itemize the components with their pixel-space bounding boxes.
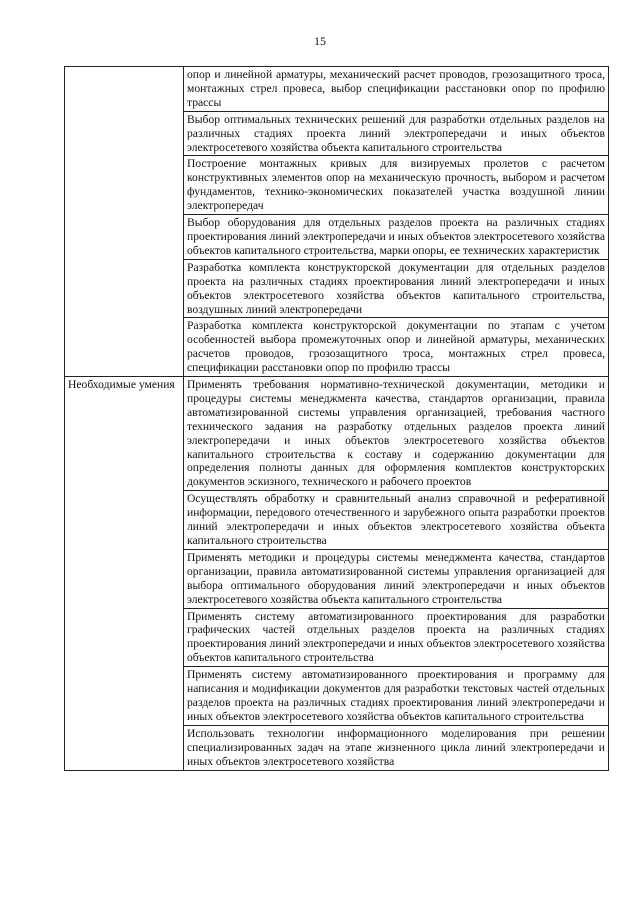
page-number: 15 bbox=[314, 34, 326, 48]
table-cell bbox=[184, 67, 609, 112]
row-label-cell bbox=[65, 67, 184, 377]
table-cell bbox=[184, 259, 609, 318]
cell-text: Осуществлять обработку и сравнительный анализ справочной и реферативной информации, передового отечественного и зарубежного опыта разработки проектов линий электропередачи и иных объектов электросетевого хозяйства объекта капитального строительства bbox=[187, 492, 605, 547]
cell-text: Применять систему автоматизированного проектирования для разработки графических частей отдельных разделов проекта на различных стадиях проектирования линий электропередачи и иных объектов электросетевого хозяйства объектов капитального строительства bbox=[187, 609, 605, 665]
row-label-cell bbox=[65, 377, 184, 770]
table-cell bbox=[184, 377, 609, 491]
table-cell bbox=[184, 156, 609, 215]
cell-text: Применять методики и процедуры системы менеджмента качества, стандартов организации, правила автоматизированной системы управления организацией для выбора оптимального оборудования линий электропередачи и иных объектов электросетевого хозяйства объекта капитального строительства bbox=[187, 550, 605, 606]
cell-text: Использовать технологии информационного моделирования при решении специализированных задач на этапе жизненного цикла линий электропередачи и иных объектов электросетевого хозяйства bbox=[187, 726, 605, 768]
table-cell bbox=[184, 549, 609, 608]
cell-text: Применять систему автоматизированного проектирования и программу для написания и модификации документов для разработки текстовых частей отдельных разделов проекта на различных стадиях проектирования линий электропередачи и иных объектов электросетевого хозяйства объектов капитального строительства bbox=[187, 668, 605, 723]
table-cell bbox=[184, 215, 609, 260]
cell-text: Применять требования нормативно-технической документации, методики и процедуры системы менеджмента качества, стандартов организации, правила автоматизированной системы управления организацией, требования частного технического задания на разработку отдельных разделов проекта линий электропередачи и иных объектов электросетевого хозяйства объектов капитального строительства к составу и содержанию документации для определения полноты данных для оформления комплектов конструкторских документов эскизного, технического и рабочего проектов bbox=[187, 378, 605, 489]
table-row bbox=[65, 67, 609, 112]
competency-table bbox=[64, 66, 609, 771]
table-cell bbox=[184, 318, 609, 377]
table-cell bbox=[184, 725, 609, 770]
table-cell bbox=[184, 667, 609, 726]
table-cell bbox=[184, 491, 609, 550]
cell-text: Разработка комплекта конструкторской документации по этапам с учетом особенностей выбора промежуточных опор и линейной арматуры, механических расчетов проводов, грозозащитного троса, монтажных стрел провеса, спецификации расстановки опор по профилю трассы bbox=[187, 319, 605, 375]
cell-text: Разработка комплекта конструкторской документации для отдельных разделов проекта на различных стадиях проектирования линий электропередачи и иных объектов электросетевого хозяйства объектов капитального строительства, воздушных линий электропередачи bbox=[187, 260, 605, 316]
cell-text: опор и линейной арматуры, механический расчет проводов, грозозащитного троса, монтажных стрел провеса, выбор спецификации расстановки опор по профилю трассы bbox=[187, 68, 605, 109]
row-label-required-skills: Необходимые умения bbox=[68, 378, 175, 392]
cell-text: Построение монтажных кривых для визируемых пролетов с расчетом конструктивных элементов опор на механическую прочность, выбором и расчетом фундаментов, технико-экономических показателей участка воздушной линии электропередач bbox=[187, 157, 605, 213]
table-row bbox=[65, 377, 609, 491]
table-cell bbox=[184, 608, 609, 667]
table-cell bbox=[184, 111, 609, 156]
cell-text: Выбор оптимальных технических решений для разработки отдельных разделов на различных стадиях проекта линий электропередачи и иных объектов электросетевого хозяйства объекта капитального строительства bbox=[187, 112, 605, 154]
cell-text: Выбор оборудования для отдельных разделов проекта на различных стадиях проектирования линий электропередачи и иных объектов электросетевого хозяйства объектов капитального строительства, марки опоры, ее технических характеристик bbox=[187, 216, 605, 257]
